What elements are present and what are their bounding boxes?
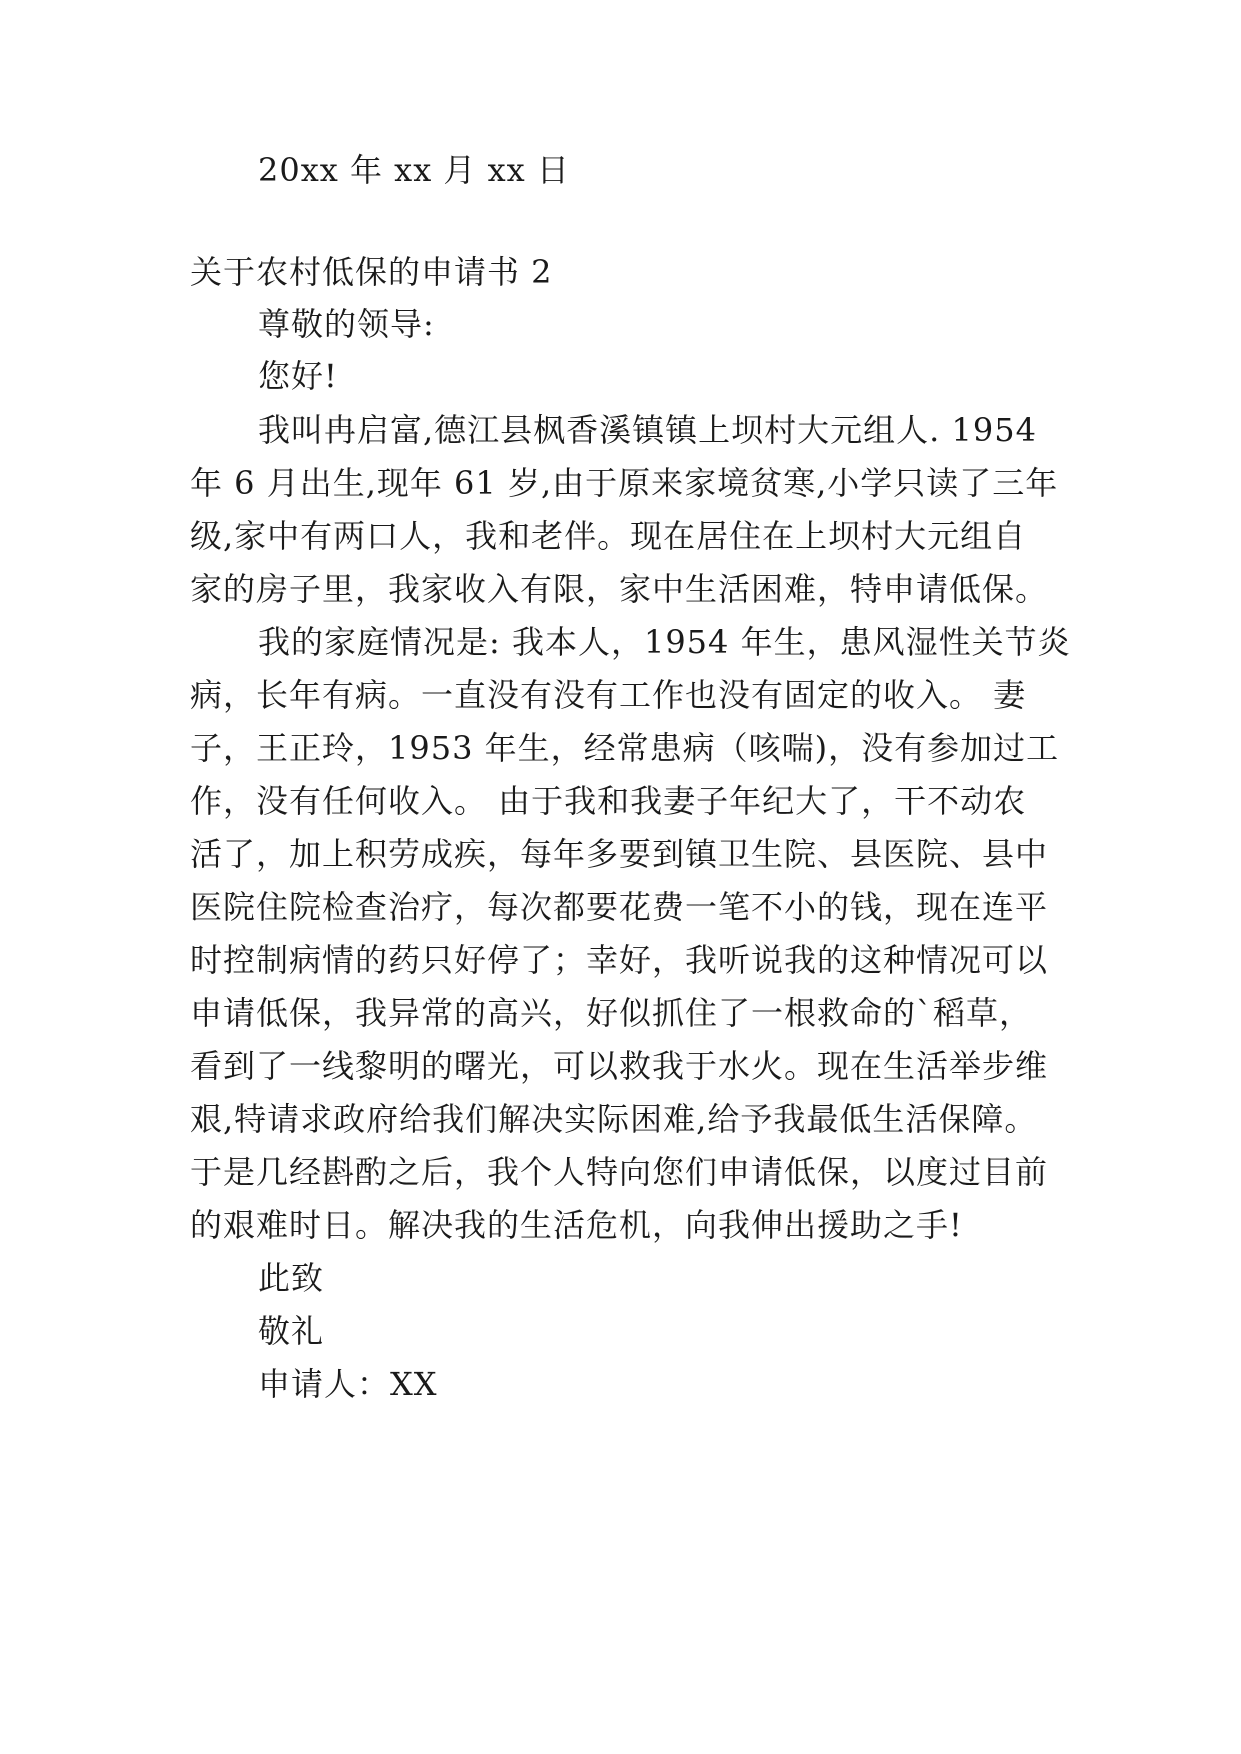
document-title: 关于农村低保的申请书 2	[190, 253, 553, 291]
paragraph-2-line: 子，王正玲，1953 年生，经常患病（咳喘)，没有参加过工	[190, 729, 1060, 767]
paragraph-2-line: 病，长年有病。一直没有没有工作也没有固定的收入。 妻	[190, 676, 1027, 714]
applicant-line: 申请人：XX	[258, 1365, 438, 1403]
closing-jingli: 敬礼	[258, 1312, 325, 1350]
greeting: 您好!	[258, 357, 338, 395]
paragraph-2-line: 看到了一线黎明的曙光，可以救我于水火。现在生活举步维	[190, 1047, 1049, 1085]
paragraph-2-line: 时控制病情的药只好停了；幸好，我听说我的这种情况可以	[190, 941, 1049, 979]
paragraph-2-line: 艰,特请求政府给我们解决实际困难,给予我最低生活保障。	[190, 1100, 1038, 1138]
paragraph-2-line: 的艰难时日。解决我的生活危机，向我伸出援助之手!	[190, 1206, 963, 1244]
paragraph-2-line: 申请低保，我异常的高兴，好似抓住了一根救命的`稻草，	[190, 994, 1033, 1032]
paragraph-2-line: 活了，加上积劳成疾，每年多要到镇卫生院、县医院、县中	[190, 835, 1049, 873]
paragraph-1-line: 年 6 月出生,现年 61 岁,由于原来家境贫寒,小学只读了三年	[190, 464, 1059, 502]
paragraph-1-line: 家的房子里，我家收入有限，家中生活困难，特申请低保。	[190, 570, 1049, 608]
closing-cizhi: 此致	[258, 1259, 325, 1297]
paragraph-2-line: 于是几经斟酌之后，我个人特向您们申请低保，以度过目前	[190, 1153, 1049, 1191]
paragraph-2-line: 我的家庭情况是: 我本人，1954 年生，患风湿性关节炎	[258, 623, 1071, 661]
paragraph-2-line: 作，没有任何收入。 由于我和我妻子年纪大了，干不动农	[190, 782, 1027, 820]
paragraph-1-line: 我叫冉启富,德江县枫香溪镇镇上坝村大元组人. 1954	[258, 411, 1037, 449]
salutation: 尊敬的领导:	[258, 305, 435, 343]
date-line: 20xx 年 xx 月 xx 日	[258, 151, 570, 189]
paragraph-1-line: 级,家中有两口人，我和老伴。现在居住在上坝村大元组自	[190, 517, 1027, 555]
paragraph-2-line: 医院住院检查治疗，每次都要花费一笔不小的钱，现在连平	[190, 888, 1049, 926]
